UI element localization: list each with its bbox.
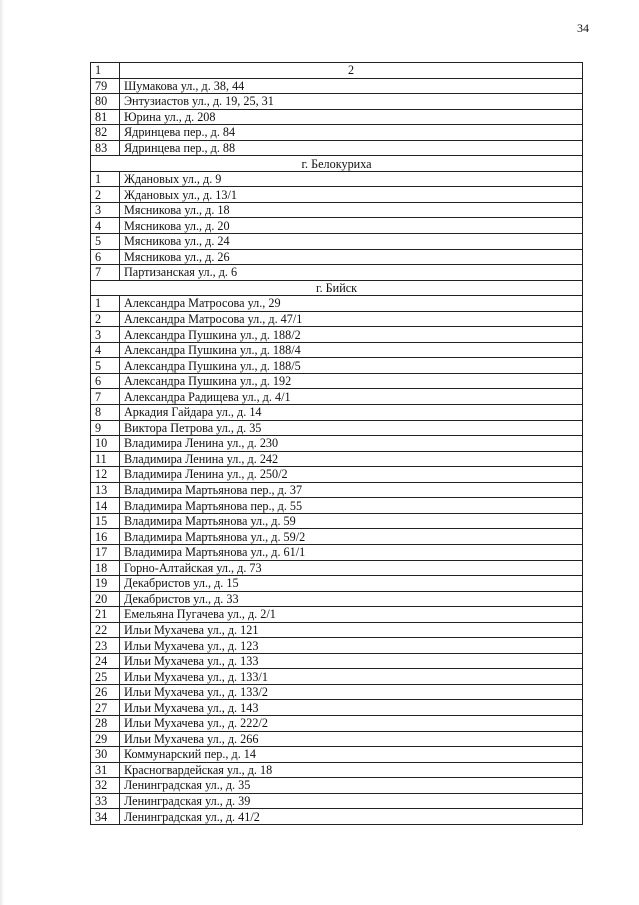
row-address: Юрина ул., д. 208 xyxy=(120,109,583,125)
address-table xyxy=(90,62,583,825)
row-number: 5 xyxy=(91,358,120,374)
row-number: 81 xyxy=(91,109,120,125)
row-address: Ядринцева пер., д. 88 xyxy=(120,140,583,156)
scan-edge xyxy=(0,0,4,905)
table-row xyxy=(91,296,583,312)
table-row xyxy=(91,140,583,156)
section-title-row xyxy=(91,156,583,172)
table-row xyxy=(91,405,583,421)
row-number: 29 xyxy=(91,731,120,747)
row-address: Владимира Мартьянова пер., д. 37 xyxy=(120,482,583,498)
row-address: Владимира Ленина ул., д. 250/2 xyxy=(120,467,583,483)
row-number: 23 xyxy=(91,638,120,654)
row-address: Ленинградская ул., д. 39 xyxy=(120,793,583,809)
row-number: 22 xyxy=(91,622,120,638)
table-row xyxy=(91,234,583,250)
row-address: Мясникова ул., д. 26 xyxy=(120,249,583,265)
row-number: 11 xyxy=(91,451,120,467)
row-address: Емельяна Пугачева ул., д. 2/1 xyxy=(120,607,583,623)
row-number: 16 xyxy=(91,529,120,545)
table-row xyxy=(91,482,583,498)
table-row xyxy=(91,436,583,452)
table-row xyxy=(91,591,583,607)
table-row xyxy=(91,467,583,483)
table-row xyxy=(91,498,583,514)
row-address: Коммунарский пер., д. 14 xyxy=(120,747,583,763)
row-address: Декабристов ул., д. 33 xyxy=(120,591,583,607)
table-row xyxy=(91,747,583,763)
row-address: Ильи Мухачева ул., д. 133 xyxy=(120,653,583,669)
row-address: Ждановых ул., д. 9 xyxy=(120,171,583,187)
row-address: Александра Пушкина ул., д. 188/2 xyxy=(120,327,583,343)
row-address: Владимира Ленина ул., д. 242 xyxy=(120,451,583,467)
row-address: Владимира Мартьянова пер., д. 55 xyxy=(120,498,583,514)
table-row xyxy=(91,202,583,218)
row-number: 24 xyxy=(91,653,120,669)
table-row xyxy=(91,653,583,669)
row-address: Декабристов ул., д. 15 xyxy=(120,576,583,592)
table-row xyxy=(91,809,583,825)
row-address: Виктора Петрова ул., д. 35 xyxy=(120,420,583,436)
row-number: 31 xyxy=(91,762,120,778)
row-address: Партизанская ул., д. 6 xyxy=(120,265,583,281)
row-address: Ждановых ул., д. 13/1 xyxy=(120,187,583,203)
table-row xyxy=(91,576,583,592)
header-col-number: 1 xyxy=(91,63,120,79)
table-row xyxy=(91,700,583,716)
table-row xyxy=(91,94,583,110)
row-number: 82 xyxy=(91,125,120,141)
row-address: Александра Радищева ул., д. 4/1 xyxy=(120,389,583,405)
row-address: Ильи Мухачева ул., д. 222/2 xyxy=(120,715,583,731)
row-number: 18 xyxy=(91,560,120,576)
row-number: 30 xyxy=(91,747,120,763)
section-title: г. Бийск xyxy=(91,280,583,296)
row-number: 32 xyxy=(91,778,120,794)
row-number: 7 xyxy=(91,265,120,281)
section-title-row xyxy=(91,280,583,296)
table-row xyxy=(91,373,583,389)
row-number: 17 xyxy=(91,544,120,560)
table-row xyxy=(91,389,583,405)
table-row xyxy=(91,778,583,794)
row-address: Мясникова ул., д. 18 xyxy=(120,202,583,218)
table-row xyxy=(91,451,583,467)
table-row xyxy=(91,265,583,281)
table-row xyxy=(91,187,583,203)
table-row xyxy=(91,125,583,141)
row-address: Красногвардейская ул., д. 18 xyxy=(120,762,583,778)
row-number: 2 xyxy=(91,187,120,203)
row-number: 8 xyxy=(91,405,120,421)
table-row xyxy=(91,513,583,529)
table-row xyxy=(91,358,583,374)
table-row xyxy=(91,311,583,327)
row-address: Александра Матросова ул., 29 xyxy=(120,296,583,312)
row-number: 2 xyxy=(91,311,120,327)
row-number: 33 xyxy=(91,793,120,809)
row-address: Ильи Мухачева ул., д. 143 xyxy=(120,700,583,716)
page-number: 34 xyxy=(577,21,589,35)
table-row xyxy=(91,684,583,700)
row-number: 80 xyxy=(91,94,120,110)
row-number: 25 xyxy=(91,669,120,685)
table-row xyxy=(91,171,583,187)
table-row xyxy=(91,218,583,234)
row-number: 3 xyxy=(91,327,120,343)
row-number: 7 xyxy=(91,389,120,405)
row-address: Александра Пушкина ул., д. 192 xyxy=(120,373,583,389)
address-table-body xyxy=(91,63,583,825)
row-number: 26 xyxy=(91,684,120,700)
row-address: Владимира Мартьянова ул., д. 59 xyxy=(120,513,583,529)
row-number: 83 xyxy=(91,140,120,156)
row-address: Аркадия Гайдара ул., д. 14 xyxy=(120,405,583,421)
table-row xyxy=(91,638,583,654)
table-row xyxy=(91,560,583,576)
table-row xyxy=(91,607,583,623)
row-number: 19 xyxy=(91,576,120,592)
row-address: Александра Матросова ул., д. 47/1 xyxy=(120,311,583,327)
row-address: Владимира Ленина ул., д. 230 xyxy=(120,436,583,452)
table-row xyxy=(91,78,583,94)
row-address: Мясникова ул., д. 20 xyxy=(120,218,583,234)
row-number: 4 xyxy=(91,342,120,358)
table-row xyxy=(91,544,583,560)
table-row xyxy=(91,622,583,638)
table-row xyxy=(91,342,583,358)
row-number: 79 xyxy=(91,78,120,94)
row-address: Ильи Мухачева ул., д. 121 xyxy=(120,622,583,638)
table-row xyxy=(91,715,583,731)
row-address: Ильи Мухачева ул., д. 123 xyxy=(120,638,583,654)
row-address: Ильи Мухачева ул., д. 266 xyxy=(120,731,583,747)
row-address: Владимира Мартьянова ул., д. 59/2 xyxy=(120,529,583,545)
table-row xyxy=(91,793,583,809)
table-row xyxy=(91,669,583,685)
row-number: 12 xyxy=(91,467,120,483)
row-address: Александра Пушкина ул., д. 188/5 xyxy=(120,358,583,374)
table-row xyxy=(91,762,583,778)
row-address: Ленинградская ул., д. 35 xyxy=(120,778,583,794)
table-row xyxy=(91,109,583,125)
row-address: Владимира Мартьянова ул., д. 61/1 xyxy=(120,544,583,560)
row-number: 5 xyxy=(91,234,120,250)
row-number: 6 xyxy=(91,249,120,265)
table-row xyxy=(91,420,583,436)
row-number: 6 xyxy=(91,373,120,389)
row-number: 15 xyxy=(91,513,120,529)
row-number: 13 xyxy=(91,482,120,498)
row-address: Ядринцева пер., д. 84 xyxy=(120,125,583,141)
row-address: Александра Пушкина ул., д. 188/4 xyxy=(120,342,583,358)
table-row xyxy=(91,529,583,545)
row-number: 27 xyxy=(91,700,120,716)
row-address: Мясникова ул., д. 24 xyxy=(120,234,583,250)
row-number: 1 xyxy=(91,171,120,187)
row-number: 20 xyxy=(91,591,120,607)
row-number: 9 xyxy=(91,420,120,436)
row-number: 14 xyxy=(91,498,120,514)
row-number: 3 xyxy=(91,202,120,218)
row-number: 28 xyxy=(91,715,120,731)
row-number: 21 xyxy=(91,607,120,623)
row-number: 10 xyxy=(91,436,120,452)
table-row xyxy=(91,249,583,265)
row-address: Горно-Алтайская ул., д. 73 xyxy=(120,560,583,576)
row-address: Ильи Мухачева ул., д. 133/1 xyxy=(120,669,583,685)
row-address: Ильи Мухачева ул., д. 133/2 xyxy=(120,684,583,700)
table-row xyxy=(91,731,583,747)
row-address: Энтузиастов ул., д. 19, 25, 31 xyxy=(120,94,583,110)
table-header-row xyxy=(91,63,583,79)
header-col-address: 2 xyxy=(120,63,583,79)
section-title: г. Белокуриха xyxy=(91,156,583,172)
row-number: 34 xyxy=(91,809,120,825)
row-address: Ленинградская ул., д. 41/2 xyxy=(120,809,583,825)
row-number: 4 xyxy=(91,218,120,234)
row-number: 1 xyxy=(91,296,120,312)
row-address: Шумакова ул., д. 38, 44 xyxy=(120,78,583,94)
table-row xyxy=(91,327,583,343)
